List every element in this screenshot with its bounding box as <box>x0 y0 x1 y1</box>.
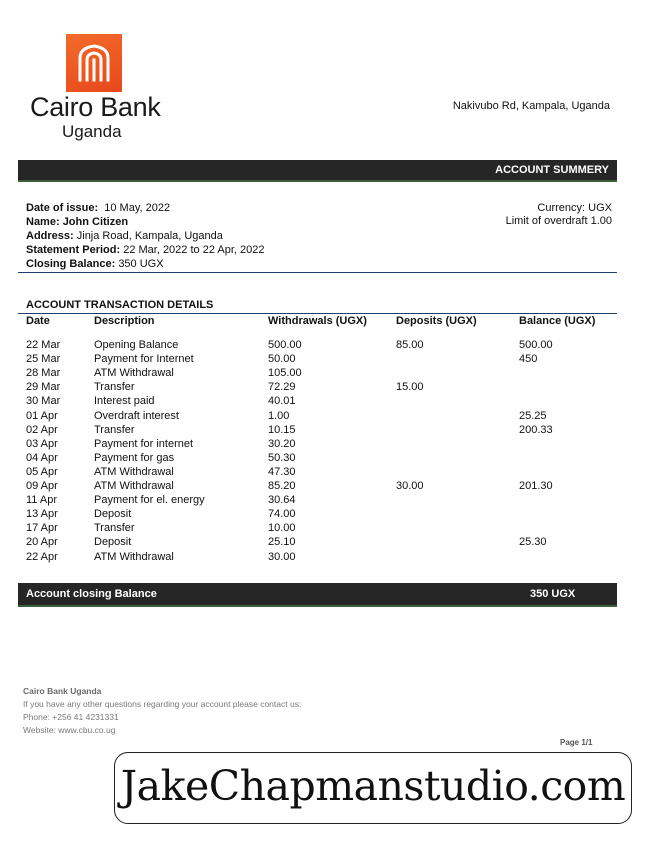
cell-balance: 450 <box>519 353 538 366</box>
closing-balance: Closing Balance: 350 UGX <box>26 258 164 270</box>
issue-date: Date of issue: 10 May, 2022 <box>26 202 171 214</box>
watermark-box <box>114 752 632 824</box>
bank-logo-icon <box>66 34 122 92</box>
cell-withdrawal: 1.00 <box>268 409 290 422</box>
bank-name: Cairo Bank <box>30 92 161 122</box>
table-row <box>0 424 648 438</box>
cell-withdrawal: 50.00 <box>268 353 296 366</box>
bank-subtitle: Uganda <box>62 122 122 141</box>
table-row <box>0 381 648 395</box>
divider <box>18 272 617 273</box>
table-row <box>0 438 648 452</box>
cell-description: Payment for Internet <box>94 353 194 366</box>
cell-date: 03 Apr <box>26 437 58 450</box>
cell-date: 22 Apr <box>26 550 58 563</box>
table-row <box>0 353 648 367</box>
cell-description: ATM Withdrawal <box>94 550 174 563</box>
statement-period: Statement Period: 22 Mar, 2022 to 22 Apr, 2022 <box>26 244 265 256</box>
cell-withdrawal: 85.20 <box>268 480 296 492</box>
bank-address: Nakivubo Rd, Kampala, Uganda <box>452 100 610 112</box>
table-row <box>0 522 648 536</box>
closing-balance-bar <box>18 583 617 607</box>
table-row <box>0 551 648 565</box>
table-row <box>0 480 648 494</box>
cell-description: Overdraft interest <box>94 409 179 422</box>
cell-withdrawal: 10.15 <box>268 423 296 436</box>
cell-withdrawal: 50.30 <box>268 451 296 464</box>
table-row <box>0 494 648 508</box>
cell-description: Transfer <box>94 423 135 436</box>
cell-date: 17 Apr <box>26 522 58 535</box>
cell-date: 04 Apr <box>26 451 58 464</box>
cell-date: 25 Mar <box>26 353 61 366</box>
cell-description: Interest paid <box>94 395 155 408</box>
account-summary-bar <box>18 160 617 182</box>
cell-balance: 201.30 <box>519 480 553 492</box>
cell-withdrawal: 105.00 <box>268 367 302 380</box>
footer-bank-name: Cairo Bank Uganda <box>23 686 102 696</box>
cell-description: Opening Balance <box>94 339 179 351</box>
cell-withdrawal: 40.01 <box>268 395 296 408</box>
footer-contact-text: If you have any other questions regarding your account please contact us: <box>23 699 302 709</box>
watermark-text: JakeChapmanstudio.com <box>120 762 626 810</box>
footer-website[interactable]: Website: www.cbu.co.ug <box>23 725 116 735</box>
col-header-withdrawals: Withdrawals (UGX) <box>268 315 367 327</box>
table-row <box>0 536 648 550</box>
cell-balance: 25.25 <box>519 409 547 422</box>
customer-name: Name: John Citizen <box>26 216 129 228</box>
table-row <box>0 367 648 381</box>
table-row <box>0 508 648 522</box>
cell-deposit: 15.00 <box>396 381 424 394</box>
cell-withdrawal: 30.00 <box>268 550 296 563</box>
cell-description: Deposit <box>94 536 132 549</box>
cell-description: Transfer <box>94 522 135 535</box>
col-header-date: Date <box>26 315 50 327</box>
table-row <box>0 395 648 409</box>
page-number: Page 1/1 <box>560 738 593 747</box>
cell-withdrawal: 500.00 <box>268 339 302 351</box>
cell-date: 02 Apr <box>26 423 58 436</box>
table-row <box>0 339 648 353</box>
cell-withdrawal: 74.00 <box>268 508 296 521</box>
cell-date: 22 Mar <box>26 339 61 351</box>
cell-balance: 500.00 <box>519 339 553 351</box>
cell-description: ATM Withdrawal <box>94 367 174 380</box>
cell-balance: 200.33 <box>519 423 553 436</box>
cell-description: ATM Withdrawal <box>94 465 174 478</box>
cell-withdrawal: 47.30 <box>268 465 296 478</box>
cell-date: 28 Mar <box>26 367 61 380</box>
cell-date: 11 Apr <box>26 494 57 507</box>
footer <box>23 685 301 737</box>
cell-deposit: 30.00 <box>396 480 424 492</box>
closing-balance-label: Account closing Balance <box>26 588 157 600</box>
cell-balance: 25.30 <box>519 536 547 549</box>
account-summary-label: ACCOUNT SUMMERY <box>495 164 609 176</box>
col-header-deposits: Deposits (UGX) <box>396 315 477 327</box>
table-row <box>0 410 648 424</box>
cell-date: 20 Apr <box>26 536 58 549</box>
closing-balance-value: 350 UGX <box>530 588 576 600</box>
col-header-description: Description <box>94 315 155 327</box>
cell-description: Deposit <box>94 508 132 521</box>
cell-date: 01 Apr <box>26 409 58 422</box>
table-row <box>0 452 648 466</box>
transaction-details-title: ACCOUNT TRANSACTION DETAILS <box>26 299 214 311</box>
table-row <box>0 466 648 480</box>
cell-description: Payment for el. energy <box>94 494 205 507</box>
footer-phone: Phone: +256 41 4231331 <box>23 712 119 722</box>
cell-description: Payment for internet <box>94 437 194 450</box>
cell-description: Payment for gas <box>94 451 175 464</box>
divider <box>18 313 617 314</box>
cell-date: 13 Apr <box>26 508 58 521</box>
overdraft-limit: Limit of overdraft 1.00 <box>505 215 612 227</box>
cell-withdrawal: 10.00 <box>268 522 296 535</box>
cell-withdrawal: 72.29 <box>268 381 296 394</box>
currency: Currency: UGX <box>537 202 612 214</box>
customer-address: Address: Jinja Road, Kampala, Uganda <box>26 230 223 242</box>
cell-withdrawal: 30.64 <box>268 494 296 507</box>
cell-date: 05 Apr <box>26 465 58 478</box>
cell-description: Transfer <box>94 381 135 394</box>
cell-deposit: 85.00 <box>396 339 424 351</box>
cell-description: ATM Withdrawal <box>94 480 174 492</box>
cell-withdrawal: 30.20 <box>268 437 296 450</box>
cell-withdrawal: 25.10 <box>268 536 296 549</box>
cell-date: 09 Apr <box>26 480 58 492</box>
cell-date: 30 Mar <box>26 395 61 408</box>
cell-date: 29 Mar <box>26 381 61 394</box>
col-header-balance: Balance (UGX) <box>519 315 596 327</box>
